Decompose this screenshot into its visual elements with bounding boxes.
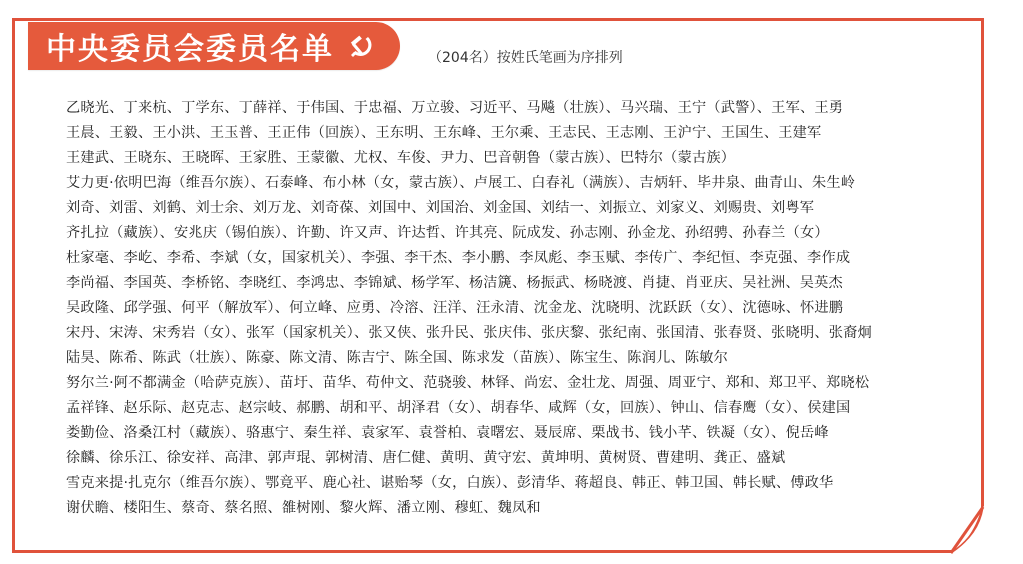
name-line: 宋丹、宋涛、宋秀岩（女）、张军（国家机关）、张又侠、张升民、张庆伟、张庆黎、张纪南、张国清、张春贤、张晓明、张裔炯	[66, 325, 872, 341]
name-line: 乙晓光、丁来杭、丁学东、丁薛祥、于伟国、于忠福、万立骏、习近平、马飚（壮族）、马兴瑞、王宁（武警）、王军、王勇	[66, 100, 844, 116]
name-line: 刘奇、刘雷、刘鹤、刘士余、刘万龙、刘奇葆、刘国中、刘国治、刘金国、刘结一、刘振立、刘家义、刘赐贵、刘粤军	[66, 200, 815, 216]
page-curl-decoration	[950, 506, 998, 564]
name-line: 谢伏瞻、楼阳生、蔡奇、蔡名照、雒树刚、黎火辉、潘立刚、穆虹、魏凤和	[66, 500, 541, 516]
hammer-sickle-icon	[348, 33, 374, 59]
page-title: 中央委员会委员名单	[46, 32, 334, 67]
name-list	[66, 96, 966, 521]
name-line: 雪克来提·扎克尔（维吾尔族）、鄂竟平、鹿心社、谌贻琴（女，白族）、彭清华、蒋超良、韩正、韩卫国、韩长赋、傅政华	[66, 475, 834, 491]
name-line: 艾力更·依明巴海（维吾尔族）、石泰峰、布小林（女，蒙古族）、卢展工、白春礼（满族）、吉炳轩、毕井泉、曲青山、朱生岭	[66, 175, 856, 191]
name-line: 王晨、王毅、王小洪、王玉普、王正伟（回族）、王东明、王东峰、王尔乘、王志民、王志刚、王沪宁、王国生、王建军	[66, 125, 822, 141]
name-line: 孟祥锋、赵乐际、赵克志、赵宗岐、郝鹏、胡和平、胡泽君（女）、胡春华、咸辉（女，回族）、钟山、信春鹰（女）、侯建国	[66, 400, 851, 416]
title-banner	[28, 22, 400, 70]
name-line: 努尔兰·阿不都满金（哈萨克族）、苗圩、苗华、苟仲文、范骁骏、林铎、尚宏、金壮龙、周强、周亚宁、郑和、郑卫平、郑晓松	[66, 375, 870, 391]
subtitle: （204名）按姓氏笔画为序排列	[428, 50, 623, 66]
name-line: 杜家毫、李屹、李希、李斌（女，国家机关）、李强、李干杰、李小鹏、李凤彪、李玉赋、李传广、李纪恒、李克强、李作成	[66, 250, 851, 266]
name-line: 李尚福、李国英、李桥铭、李晓红、李鸿忠、李锦斌、杨学军、杨洁篪、杨振武、杨晓渡、肖捷、肖亚庆、吴社洲、吴英杰	[66, 275, 843, 291]
name-line: 王建武、王晓东、王晓晖、王家胜、王蒙徽、尤权、车俊、尹力、巴音朝鲁（蒙古族）、巴特尔（蒙古族）	[66, 150, 736, 166]
name-line: 娄勤俭、洛桑江村（藏族）、骆惠宁、秦生祥、袁家军、袁誉柏、袁曙宏、聂辰席、栗战书、钱小芊、铁凝（女）、倪岳峰	[66, 425, 829, 441]
name-line: 徐麟、徐乐江、徐安祥、高津、郭声琨、郭树清、唐仁健、黄明、黄守宏、黄坤明、黄树贤、曹建明、龚正、盛斌	[66, 450, 786, 466]
name-line: 陆昊、陈希、陈武（壮族）、陈豪、陈文清、陈吉宁、陈全国、陈求发（苗族）、陈宝生、陈润儿、陈敏尔	[66, 350, 729, 366]
name-line: 齐扎拉（藏族）、安兆庆（锡伯族）、许勤、许又声、许达哲、许其亮、阮成发、孙志刚、孙金龙、孙绍骋、孙春兰（女）	[66, 225, 829, 241]
name-line: 吴政隆、邱学强、何平（解放军）、何立峰、应勇、冷溶、汪洋、汪永清、沈金龙、沈晓明、沈跃跃（女）、沈德咏、怀进鹏	[66, 300, 844, 316]
